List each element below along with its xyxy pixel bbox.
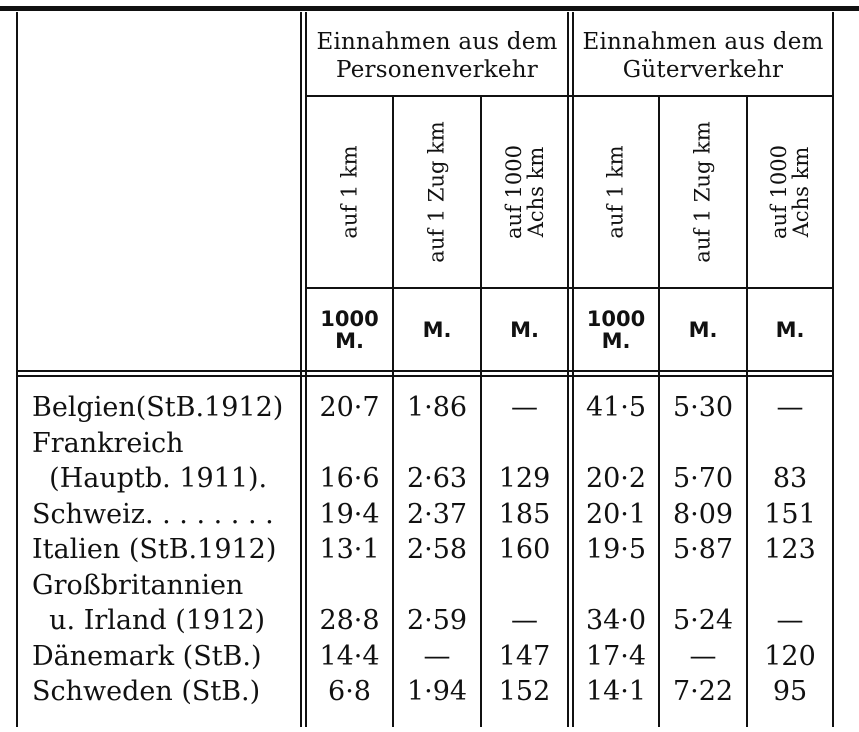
subheader-gueter-km: auf 1 km: [604, 145, 629, 239]
table-cell: 2·63: [406, 463, 468, 494]
unit-gueter-achskm: M.: [775, 318, 805, 342]
table-cell: 151: [764, 498, 816, 530]
table-cell: 2·58: [406, 534, 468, 565]
table-cell: 16·6: [319, 463, 380, 494]
table-cell: —: [689, 640, 717, 672]
unit-gueter-zugkm: M.: [688, 318, 718, 342]
table-cell: [307, 426, 392, 462]
row-label: Dänemark (StB.): [32, 640, 262, 672]
table-row: [0, 461, 859, 497]
table-cell: [394, 568, 480, 604]
table-cell: 13·1: [319, 534, 380, 565]
table-cell: 160: [498, 534, 551, 565]
group-header-gueterverkehr: Einnahmen aus dem Güterverkehr: [582, 29, 824, 83]
row-label: Frankreich: [32, 427, 184, 459]
subheader-gueter-achskm: auf 1000 Achs km: [767, 145, 813, 239]
row-label: Italien (StB.1912): [32, 534, 277, 565]
table-cell: 6·8: [328, 676, 371, 707]
row-label: Schweden (StB.): [32, 676, 261, 707]
table-cell: 17·4: [585, 640, 647, 672]
row-label: Belgien(StB.1912): [32, 392, 284, 423]
table-cell: —: [776, 605, 804, 636]
rule-h-header-a: [16, 370, 833, 372]
unit-personen-zugkm: M.: [422, 318, 452, 342]
subheader-personen-zugkm: auf 1 Zug km: [425, 121, 449, 263]
table-cell: [574, 568, 658, 604]
table-cell: 2·37: [406, 498, 468, 530]
table-cell: 95: [772, 676, 808, 707]
row-label: (Hauptb. 1911).: [32, 463, 268, 494]
table-row: [0, 497, 859, 533]
table-cell: 14·1: [585, 676, 647, 707]
subheader-personen-km: auf 1 km: [337, 145, 362, 239]
table-cell: [394, 426, 480, 462]
table-cell: [748, 568, 832, 604]
table-cell: 5·87: [672, 534, 734, 565]
table-cell: 34·0: [585, 605, 647, 636]
table-cell: 5·70: [672, 463, 734, 494]
table-cell: 5·30: [672, 392, 734, 423]
table-cell: 120: [764, 640, 816, 672]
table-row: [0, 639, 859, 675]
table-cell: 1·86: [406, 392, 468, 423]
table-cell: [660, 568, 746, 604]
rule-h-header-b: [16, 375, 833, 377]
table-cell: 20·2: [585, 463, 647, 494]
unit-personen-km: 1000 M.: [320, 307, 379, 353]
table-cell: 83: [772, 463, 808, 494]
unit-gueter-km: 1000 M.: [586, 307, 646, 353]
table-row: [0, 603, 859, 639]
table-cell: 129: [498, 463, 551, 494]
top-rule: [0, 6, 859, 11]
unit-personen-achskm: M.: [510, 318, 539, 342]
table-cell: 147: [498, 640, 551, 672]
table-cell: 8·09: [672, 498, 734, 530]
rule-h-group-bottom: [305, 95, 833, 97]
rule-h-sub-bottom: [305, 287, 833, 289]
row-label: u. Irland (1912): [32, 605, 266, 636]
row-label: Schweiz. . . . . . . .: [32, 498, 274, 530]
row-label: Großbritannien: [32, 569, 244, 601]
table-row: [0, 390, 859, 426]
table-cell: [307, 568, 392, 604]
table-cell: 5·24: [672, 605, 734, 636]
table-cell: 41·5: [585, 392, 647, 423]
subheader-gueter-zugkm: auf 1 Zug km: [691, 121, 715, 263]
group-header-personenverkehr: Einnahmen aus dem Personenverkehr: [316, 29, 558, 83]
subheader-personen-achskm: auf 1000 Achs km: [501, 145, 548, 239]
table-cell: [660, 426, 746, 462]
table-cell: —: [423, 640, 451, 672]
table-cell: [574, 426, 658, 462]
table-cell: —: [511, 392, 538, 423]
table-row: [0, 426, 859, 462]
table-cell: 28·8: [319, 605, 380, 636]
table-cell: 152: [498, 676, 551, 707]
table-cell: [482, 568, 567, 604]
table-cell: 14·4: [319, 640, 380, 672]
table-row: [0, 568, 859, 604]
table-cell: 19·5: [585, 534, 647, 565]
table-cell: —: [776, 392, 804, 423]
table-cell: 2·59: [406, 605, 468, 636]
table-cell: 19·4: [319, 498, 380, 530]
table-row: [0, 674, 859, 710]
table-cell: [748, 426, 832, 462]
table-cell: 1·94: [406, 676, 468, 707]
table-cell: 185: [498, 498, 551, 530]
table-row: [0, 532, 859, 568]
table-cell: 20·7: [319, 392, 380, 423]
table-cell: 7·22: [672, 676, 734, 707]
table-cell: [482, 426, 567, 462]
table-cell: 20·1: [585, 498, 647, 530]
table-cell: —: [511, 605, 538, 636]
table-cell: 123: [764, 534, 816, 565]
